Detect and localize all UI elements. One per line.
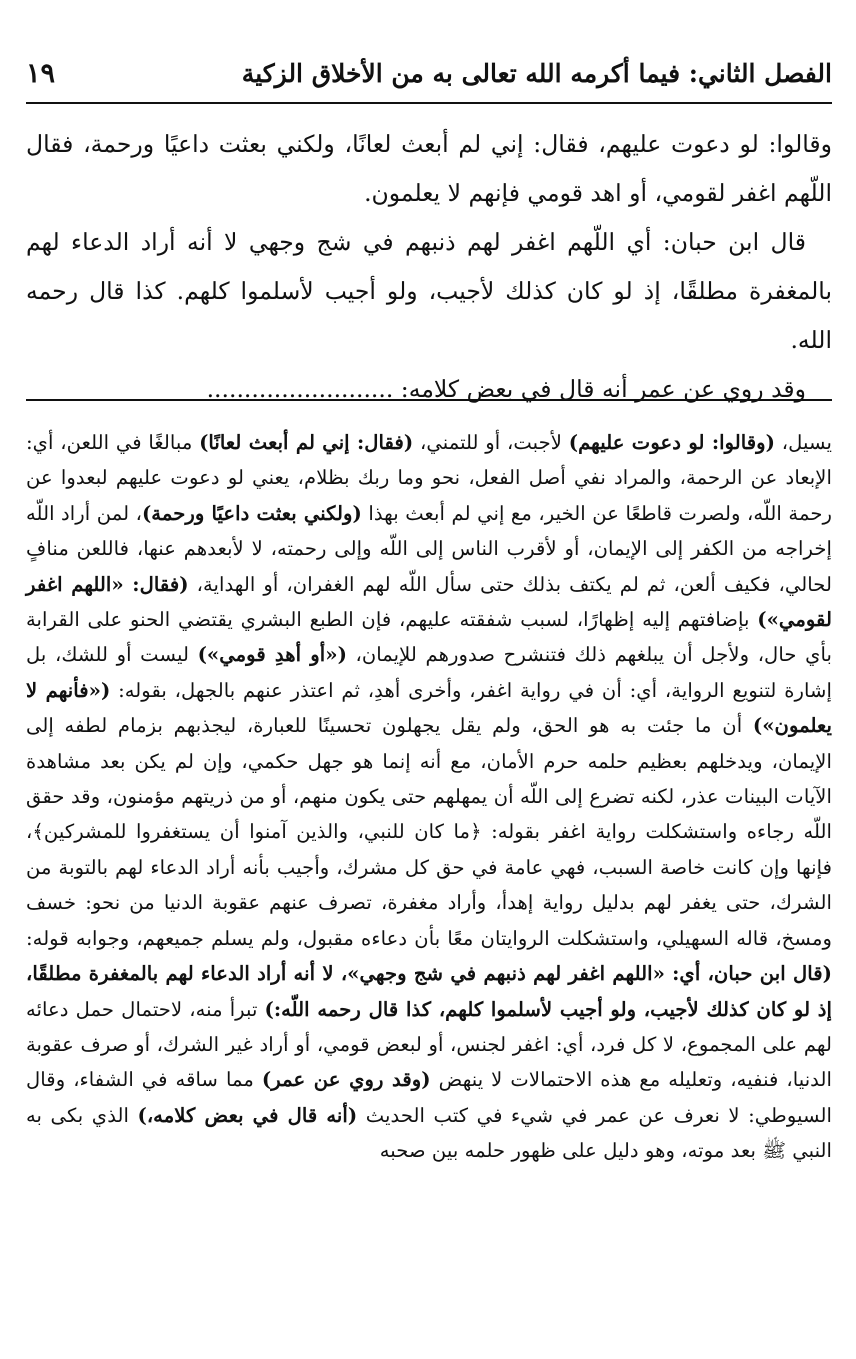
quoted-text: (فقال: «اللهم اغفر لقومي») <box>26 572 832 632</box>
quoted-text: (أنه قال في بعض كلامه،) <box>137 1103 358 1127</box>
quoted-text: («أو أهدِ قومي») <box>197 643 347 667</box>
quoted-text: (وقد روي عن عمر) <box>261 1068 431 1092</box>
commentary-segment: ، لمن أراد اللّه إخراجه من الكفر إلى الإيمان، أو لأقرب الناس إلى اللّه وإلى رحمته، لا لأبعدهم عنها، فاللعن منافٍ لحالي، فكيف ألعن، ثم لم يكتف بذلك حتى سأل اللّه لهم الغفران، أو الهداية، <box>26 501 832 596</box>
chapter-title: الفصل الثاني: فيما أكرمه الله تعالى به من الأخلاق الزكية <box>241 58 832 88</box>
quoted-text: (فقال: إني لم أبعث لعانًا) <box>199 431 414 454</box>
commentary-segment: ليست أو للشك، بل إشارة لتنويع الرواية، أي: أن في رواية اغفر، وأخرى أهدِ، ثم اعتذر عنهم بالجهل، بقوله: <box>26 643 832 702</box>
quoted-text: («فأنهم لا يعلمون») <box>26 678 832 738</box>
commentary-segment: يسيل، <box>775 431 833 454</box>
quoted-text: (وقالوا: لو دعوت عليهم) <box>568 431 776 454</box>
main-paragraph-3: وقد روي عن عمر أنه قال في بعض كلامه: ......................... <box>206 375 806 403</box>
quoted-text: (قال ابن حبان، أي: «اللهم اغفر لهم ذنبهم في شج وجهي»، لا أنه أراد الدعاء لهم بالمغفرة مطلقًا، إذ لو كان كذلك لأجيب، ولو أجيب لأسلموا كلهم، كذا قال رحمه اللّه:) <box>26 962 832 1021</box>
commentary-segment: بإضافتهم إليه إظهارًا، لسبب شفقته عليهم، فإن الطبع البشري يقتضي الحنو على القرابة بأي حال، ولأجل أن يبلغهم ذلك فتنشرح صدورهم للإيمان، <box>26 608 832 667</box>
commentary-segment: تبرأ منه، لاحتمال حمل دعائه لهم على المجموع، لا كل فرد، أي: اغفر لجنس، أو لبعض قومي، أو أراد غير الشرك، أو صرف عقوبة الدنيا، فنفيه، وتعليله مع هذه الاحتمالات لا ينهض <box>26 997 832 1092</box>
page-number: ١٩ <box>26 57 56 89</box>
commentary-text <box>26 425 832 1169</box>
main-text <box>26 120 832 414</box>
commentary-segment: أن ما جئت به هو الحق، ولم يقل يجهلون تحسينًا للعبارة، ليجذبهم بزمام لطفه إلى الإيمان، ويدخلهم بعظيم حلمه حرم الأمان، مع أنه إنما هو جهل حكمي، وإن لم يكن بعد مشاهدة الآيات البينات عذر، لكنه تضرع إلى اللّه أن يمهلهم حتى يكون منهم، أو من ذريتهم مؤمنون، وقد حقق اللّه رجاءه واستشكلت رواية اغفر بقوله: ﴿ما كان للنبي، والذين آمنوا أن يستغفروا للمشركين﴾، فإنها وإن كانت خاصة السبب، فهي عامة في حق كل مشرك، وأجيب بأنه أراد الدعاء لهم بالتوبة من الشرك، حتى يغفر لهم بدليل رواية إهدأ، وأراد مغفرة، تصرف عنهم عقوبة الدنيا من نحو: خسف ومسخ، قاله السهيلي، واستشكلت الروايتان معًا بأن دعاءه مقبول، ولم يسلم جميعهم، وجوابه قوله: <box>26 714 832 950</box>
footnote-separator <box>26 399 832 401</box>
commentary-paragraph <box>26 425 832 1169</box>
quoted-text: (ولكني بعثت داعيًا ورحمة) <box>141 501 362 525</box>
commentary-segment: الذي بكى به النبي ﷺ بعد موته، وهو دليل على ظهور حلمه بين صحبه <box>26 1103 832 1163</box>
commentary-segment: لأجبت، أو للتمني، <box>413 431 569 454</box>
commentary-segment: مبالغًا في اللعن، أي: الإبعاد عن الرحمة، والمراد نفي أصل الفعل، نحو وما ربك بظلام، يعني لو دعوت عليهم لبعدوا عن رحمة اللّه، ولصرت قاطعًا عن الخير، مع إني لم أبعث بهذا <box>26 431 833 525</box>
main-paragraph-1: وقالوا: لو دعوت عليهم، فقال: إني لم أبعث لعانًا، ولكني بعثت داعيًا ورحمة، فقال اللّهم اغفر لقومي، أو اهد قومي فإنهم لا يعلمون. <box>26 130 832 207</box>
page-header <box>26 44 832 104</box>
main-paragraph-2: قال ابن حبان: أي اللّهم اغفر لهم ذنبهم في شج وجهي لا أنه أراد الدعاء لهم بالمغفرة مطلقًا، إذ لو كان كذلك لأجيب، ولو أجيب لأسلموا كلهم. كذا قال رحمه الله. <box>26 228 832 354</box>
commentary-segment: مما ساقه في الشفاء، وقال السيوطي: لا نعرف عن عمر في شيء في كتب الحديث <box>26 1068 832 1127</box>
